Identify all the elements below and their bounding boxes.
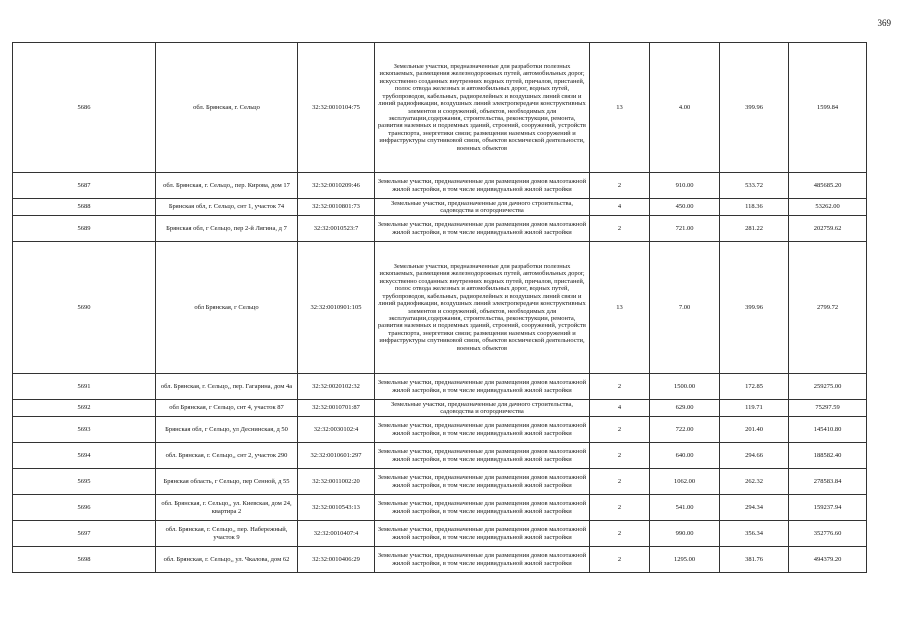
cadastral-number-cell: 32:32:0010901:105 [298,242,375,374]
row-number: 5688 [13,199,156,216]
table-row [13,400,867,417]
address-cell: обл. Брянская, г. Сельцо,, ул. Киевская, дом 24, квартира 2 [156,495,298,521]
row-number: 5692 [13,400,156,417]
cadastral-value-cell: 159237.94 [789,495,867,521]
table-row [13,495,867,521]
address-cell: обл. Брянская, г. Сельцо,, пер. Набережный, участок 9 [156,521,298,547]
area-cell: 910.00 [650,173,720,199]
cadastral-value-cell: 259275.00 [789,374,867,400]
group-cell: 2 [590,495,650,521]
area-cell: 722.00 [650,417,720,443]
table-row [13,43,867,173]
rate-cell: 118.36 [720,199,789,216]
table-row [13,469,867,495]
cadastral-value-cell: 53262.00 [789,199,867,216]
table-row [13,374,867,400]
land-use-cell: Земельные участки, предназначенные для размещения домов малоэтажной жилой застройки, в том числе индивидуальной жилой застройки [375,443,590,469]
row-number: 5696 [13,495,156,521]
address-cell: обл. Брянская, г. Сельцо,, пер. Гагарина, дом 4а [156,374,298,400]
group-cell: 2 [590,547,650,573]
cadastral-value-cell: 145410.80 [789,417,867,443]
group-cell: 4 [590,199,650,216]
land-use-cell: Земельные участки, предназначенные для размещения домов малоэтажной жилой застройки, в том числе индивидуальной жилой застройки [375,547,590,573]
cadastral-value-cell: 494379.20 [789,547,867,573]
cadastral-value-cell: 1599.84 [789,43,867,173]
cadastral-value-cell: 278583.84 [789,469,867,495]
area-cell: 4.00 [650,43,720,173]
row-number: 5689 [13,216,156,242]
group-cell: 2 [590,417,650,443]
cadastral-number-cell: 32:32:0010801:73 [298,199,375,216]
address-cell: обл. Брянская, г. Сельцо,, ул. Чкалова, дом 62 [156,547,298,573]
cadastral-number-cell: 32:32:0020102:32 [298,374,375,400]
table-row [13,199,867,216]
rate-cell: 201.40 [720,417,789,443]
area-cell: 450.00 [650,199,720,216]
row-number: 5687 [13,173,156,199]
address-cell: обл. Брянская, г. Сельцо,, пер. Кирова, дом 17 [156,173,298,199]
table-row [13,521,867,547]
group-cell: 2 [590,216,650,242]
land-use-cell: Земельные участки, предназначенные для размещения домов малоэтажной жилой застройки, в том числе индивидуальной жилой застройки [375,173,590,199]
rate-cell: 281.22 [720,216,789,242]
rate-cell: 294.66 [720,443,789,469]
table-row [13,443,867,469]
address-cell: обл. Брянская, г. Сельцо,, снт 2, участок 290 [156,443,298,469]
land-use-cell: Земельные участки, предназначенные для размещения домов малоэтажной жилой застройки, в том числе индивидуальной жилой застройки [375,216,590,242]
area-cell: 7.00 [650,242,720,374]
row-number: 5693 [13,417,156,443]
row-number: 5697 [13,521,156,547]
rate-cell: 399.96 [720,43,789,173]
area-cell: 721.00 [650,216,720,242]
page-number: 369 [877,18,891,28]
cadastral-number-cell: 32:32:0010523:7 [298,216,375,242]
table-row [13,242,867,374]
cadastral-number-cell: 32:32:0010701:87 [298,400,375,417]
row-number: 5695 [13,469,156,495]
land-use-cell: Земельные участки, предназначенные для размещения домов малоэтажной жилой застройки, в том числе индивидуальной жилой застройки [375,417,590,443]
rate-cell: 399.96 [720,242,789,374]
cadastral-number-cell: 32:32:0010406:29 [298,547,375,573]
cadastral-value-cell: 2799.72 [789,242,867,374]
address-cell: Брянская область, г Сельцо, пер Сенной, д 55 [156,469,298,495]
group-cell: 13 [590,43,650,173]
group-cell: 2 [590,374,650,400]
cadastral-value-cell: 75297.59 [789,400,867,417]
area-cell: 1062.00 [650,469,720,495]
cadastral-value-cell: 485685.20 [789,173,867,199]
address-cell: обл Брянская, г Сельцо, снт 4, участок 87 [156,400,298,417]
cadastral-number-cell: 32:32:0010543:13 [298,495,375,521]
land-use-cell: Земельные участки, предназначенные для размещения домов малоэтажной жилой застройки, в том числе индивидуальной жилой застройки [375,495,590,521]
address-cell: Брянская обл, г Сельцо, пер 2-й Лягина, д 7 [156,216,298,242]
rate-cell: 172.85 [720,374,789,400]
land-use-cell: Земельные участки, предназначенные для разработки полезных ископаемых, размещения железнодорожных путей, автомобильных дорог, искусственно созданных внутренних водных путей, причалов, пристаней, полос отвода железных и автомобильных дорог, водных путей, трубопроводов, кабельных, радиорелейных и воздушных линий связи и линий радиофикации, воздушных линий электропередачи конструктивных элементов и сооружений, объектов, необходимых для эксплуатации,содержания, строительства, реконструкции, ремонта, развития наземных и подземных зданий, строений, сооружений, устройств транспорта, энергетики связи; размещения наземных сооружений и инфраструктуры спутниковой связи, объектов космической деятельности, военных объектов [375,43,590,173]
land-use-cell: Земельные участки, предназначенные для размещения домов малоэтажной жилой застройки, в том числе индивидуальной жилой застройки [375,374,590,400]
area-cell: 629.00 [650,400,720,417]
land-use-cell: Земельные участки, предназначенные для размещения домов малоэтажной жилой застройки, в том числе индивидуальной жилой застройки [375,521,590,547]
address-cell: Брянская обл, г Сельцо, ул Деснинская, д 50 [156,417,298,443]
address-cell: Брянская обл, г. Сельцо, снт 1, участок 74 [156,199,298,216]
group-cell: 2 [590,521,650,547]
cadastral-number-cell: 32:32:0010407:4 [298,521,375,547]
area-cell: 1295.00 [650,547,720,573]
group-cell: 13 [590,242,650,374]
row-number: 5691 [13,374,156,400]
area-cell: 640.00 [650,443,720,469]
group-cell: 2 [590,469,650,495]
table-body [13,43,867,573]
land-use-cell: Земельные участки, предназначенные для размещения домов малоэтажной жилой застройки, в том числе индивидуальной жилой застройки [375,469,590,495]
address-cell: обл Брянская, г Сельцо [156,242,298,374]
cadastral-number-cell: 32:32:0010209:46 [298,173,375,199]
cadastral-number-cell: 32:32:0010601:297 [298,443,375,469]
cadastral-value-cell: 202759.62 [789,216,867,242]
land-register-table [12,42,867,573]
rate-cell: 262.32 [720,469,789,495]
area-cell: 541.00 [650,495,720,521]
rate-cell: 381.76 [720,547,789,573]
group-cell: 4 [590,400,650,417]
cadastral-number-cell: 32:32:0010104:75 [298,43,375,173]
area-cell: 990.00 [650,521,720,547]
table-row [13,417,867,443]
row-number: 5698 [13,547,156,573]
row-number: 5694 [13,443,156,469]
table-row [13,547,867,573]
land-use-cell: Земельные участки, предназначенные для дачного строительства, садоводства и огородничества [375,400,590,417]
row-number: 5690 [13,242,156,374]
rate-cell: 356.34 [720,521,789,547]
cadastral-number-cell: 32:32:0030102:4 [298,417,375,443]
table-row [13,173,867,199]
rate-cell: 119.71 [720,400,789,417]
rate-cell: 533.72 [720,173,789,199]
land-use-cell: Земельные участки, предназначенные для дачного строительства, садоводства и огородничества [375,199,590,216]
row-number: 5686 [13,43,156,173]
group-cell: 2 [590,173,650,199]
land-use-cell: Земельные участки, предназначенные для разработки полезных ископаемых, размещения железнодорожных путей, автомобильных дорог, искусственно созданных внутренних водных путей, причалов, пристаней, полос отвода железных и автомобильных дорог, водных путей, трубопроводов, кабельных, радиорелейных и воздушных линий связи и линий радиофикации, воздушных линий электропередачи конструктивных элементов и сооружений, объектов, необходимых для эксплуатации,содержания, строительства, реконструкции, ремонта, развития наземных и подземных зданий, строений, сооружений, устройств транспорта, энергетики связи; размещения наземных сооружений и инфраструктуры спутниковой связи, объектов космической деятельности, военных объектов [375,242,590,374]
group-cell: 2 [590,443,650,469]
address-cell: обл. Брянская, г. Сельцо [156,43,298,173]
area-cell: 1500.00 [650,374,720,400]
cadastral-value-cell: 188582.40 [789,443,867,469]
cadastral-number-cell: 32:32:0011002:20 [298,469,375,495]
table-row [13,216,867,242]
cadastral-value-cell: 352776.60 [789,521,867,547]
rate-cell: 294.34 [720,495,789,521]
